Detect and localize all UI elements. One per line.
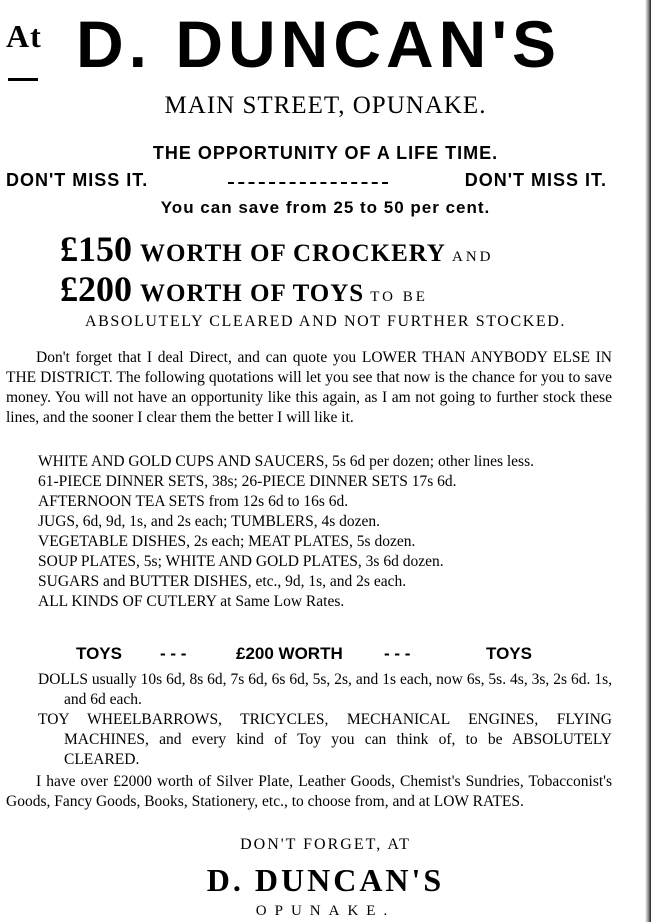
cleared-notice: ABSOLUTELY CLEARED AND NOT FURTHER STOCKED.: [84, 313, 567, 330]
price-item: 61-PIECE DINNER SETS, 38s; 26-PIECE DINNER SETS 17s 6d.: [38, 473, 457, 490]
page-edge: [645, 0, 651, 922]
toys-text: WORTH OF TOYS: [140, 280, 365, 307]
dont-miss-right: DON'T MISS IT.: [464, 170, 607, 190]
street-address: MAIN STREET, OPUNAKE.: [164, 92, 487, 119]
at-underline: [8, 78, 38, 81]
silver-plate-paragraph: I have over £2000 worth of Silver Plate, Leather Goods, Chemist's Sundries, Tobacconist's Goods, Fancy Goods, Books, Stationery, etc., to choose from, and at LOW RATES.: [6, 773, 612, 810]
at-label: At: [6, 18, 42, 54]
crockery-tail: AND: [452, 249, 494, 265]
price-item: SUGARS and BUTTER DISHES, etc., 9d, 1s, and 2s each.: [38, 573, 407, 590]
header: [0, 8, 651, 88]
shop-name-heading: D. DUNCAN'S: [76, 7, 562, 81]
dash-rule: [228, 182, 388, 184]
toys-amount: £200: [60, 269, 132, 309]
toys-heading-right: TOYS: [486, 644, 532, 663]
price-item: JUGS, 6d, 9d, 1s, and 2s each; TUMBLERS, 4s dozen.: [38, 513, 380, 530]
dont-forget-line: DON'T FORGET, AT: [240, 836, 411, 853]
toys-worth-line: [60, 268, 428, 310]
price-list: [38, 452, 612, 612]
savings-line: You can save from 25 to 50 per cent.: [160, 198, 491, 217]
price-item: ALL KINDS OF CUTLERY at Same Low Rates.: [38, 593, 345, 610]
toys-heading-middle: £200 WORTH: [236, 644, 343, 663]
crockery-amount: £150: [60, 229, 132, 269]
toys-tail: TO BE: [370, 289, 428, 305]
price-item: VEGETABLE DISHES, 2s each; MEAT PLATES, 5s dozen.: [38, 533, 416, 550]
opportunity-line: THE OPPORTUNITY OF A LIFE TIME.: [152, 143, 499, 163]
crockery-worth-line: [60, 228, 494, 270]
toys-list: [6, 670, 612, 770]
town-name: OPUNAKE.: [255, 903, 396, 919]
dont-miss-left: DON'T MISS IT.: [6, 170, 149, 190]
intro-paragraph: Don't forget that I deal Direct, and can quote you LOWER THAN ANYBODY ELSE IN THE DISTRICT. The following quotations will let you see that now is the chance for you to save money. You will not have an opportunity like this again, as I am not going to further stock these lines, and the sooner I clear them the better I will like it.: [6, 349, 612, 426]
wheelbarrows-item: TOY WHEELBARROWS, TRICYCLES, MECHANICAL ENGINES, FLYING MACHINES, and every kind of Toy you can think of, to be ABSOLUTELY CLEARED.: [38, 711, 612, 768]
toys-heading-dashes-left: - - -: [160, 644, 187, 663]
dolls-item: DOLLS usually 10s 6d, 8s 6d, 7s 6d, 6s 6d, 5s, 2s, and 1s each, now 6s, 5s. 4s, 3s, 2s 6d. 1s, and 6d each.: [38, 671, 612, 708]
toys-heading-dashes-right: - - -: [384, 644, 411, 663]
price-item: AFTERNOON TEA SETS from 12s 6d to 16s 6d.: [38, 493, 349, 510]
shop-name-footer: D. DUNCAN'S: [206, 862, 445, 898]
toys-heading-left: TOYS: [76, 644, 122, 663]
price-item: WHITE AND GOLD CUPS AND SAUCERS, 5s 6d per dozen; other lines less.: [38, 453, 534, 470]
crockery-text: WORTH OF CROCKERY: [140, 240, 446, 267]
price-item: SOUP PLATES, 5s; WHITE AND GOLD PLATES, 3s 6d dozen.: [38, 553, 444, 570]
